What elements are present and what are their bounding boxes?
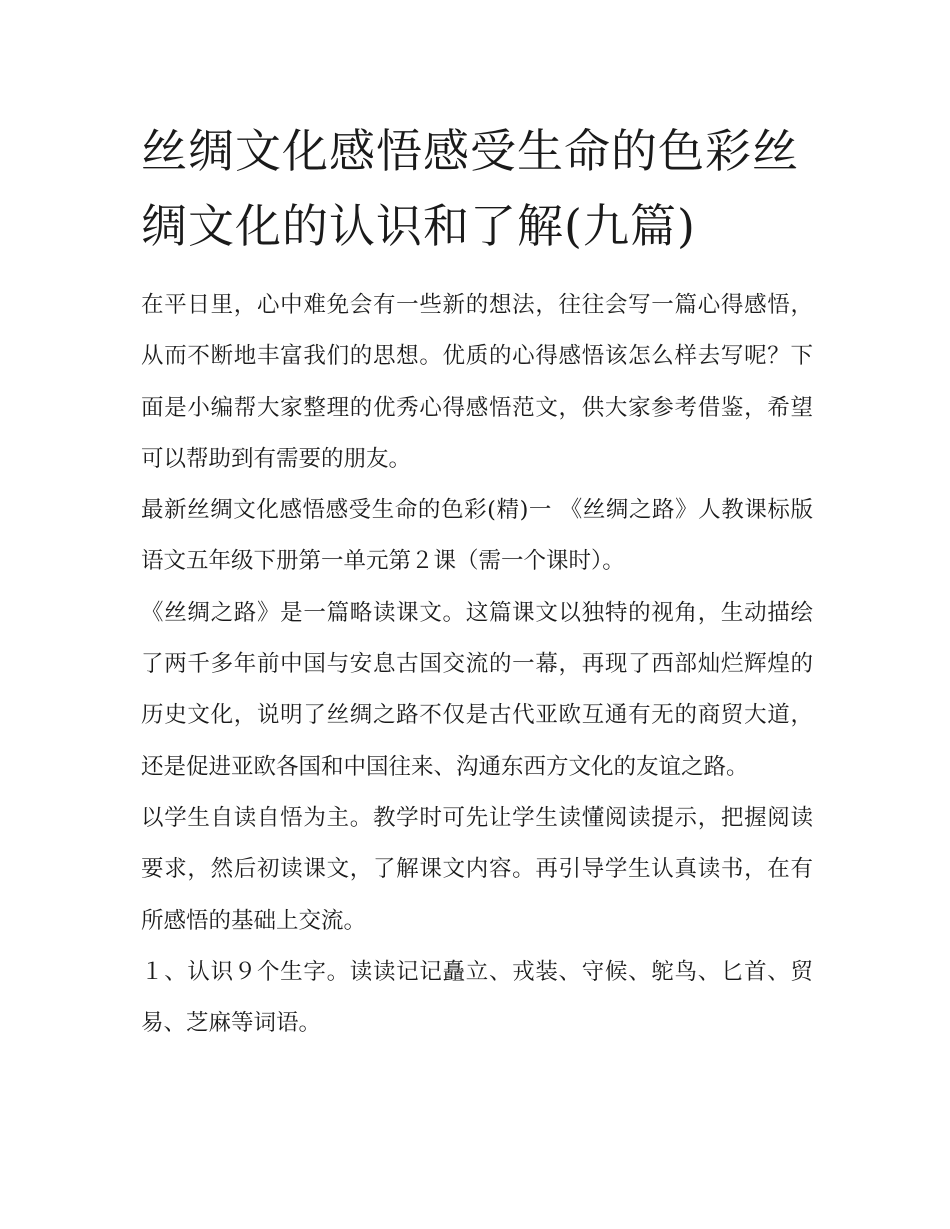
paragraph-lesson-summary: 《丝绸之路》是一篇略读课文。这篇课文以独特的视角，生动描绘了两千多年前中国与安息古国交流的一幕，再现了西部灿烂辉煌的历史文化，说明了丝绸之路不仅是古代亚欧互通有无的商贸大道，还是促进亚欧各国和中国往来、沟通东西方文化的友谊之路。 — [141, 599, 813, 780]
paragraph-teaching-method: 以学生自读自悟为主。教学时可先让学生读懂阅读提示，把握阅读要求，然后初读课文，了解课文内容。再引导学生认真读书，在有所感悟的基础上交流。 — [141, 804, 813, 934]
document-body — [141, 280, 813, 1049]
document-title: 丝绸文化感悟感受生命的色彩丝绸文化的认识和了解(九篇) — [141, 124, 799, 253]
paragraph-lesson-info: 最新丝绸文化感悟感受生命的色彩(精)一 《丝绸之路》人教课标版语文五年级下册第一单元第２课（需一个课时）。 — [141, 497, 813, 575]
paragraph-intro: 在平日里，心中难免会有一些新的想法，往往会写一篇心得感悟，从而不断地丰富我们的思想。优质的心得感悟该怎么样去写呢？下面是小编帮大家整理的优秀心得感悟范文，供大家参考借鉴，希望可以帮助到有需要的朋友。 — [141, 292, 813, 472]
paragraph-objective-1: １、认识９个生字。读读记记矗立、戎装、守候、鸵鸟、匕首、贸易、芝麻等词语。 — [141, 958, 813, 1037]
